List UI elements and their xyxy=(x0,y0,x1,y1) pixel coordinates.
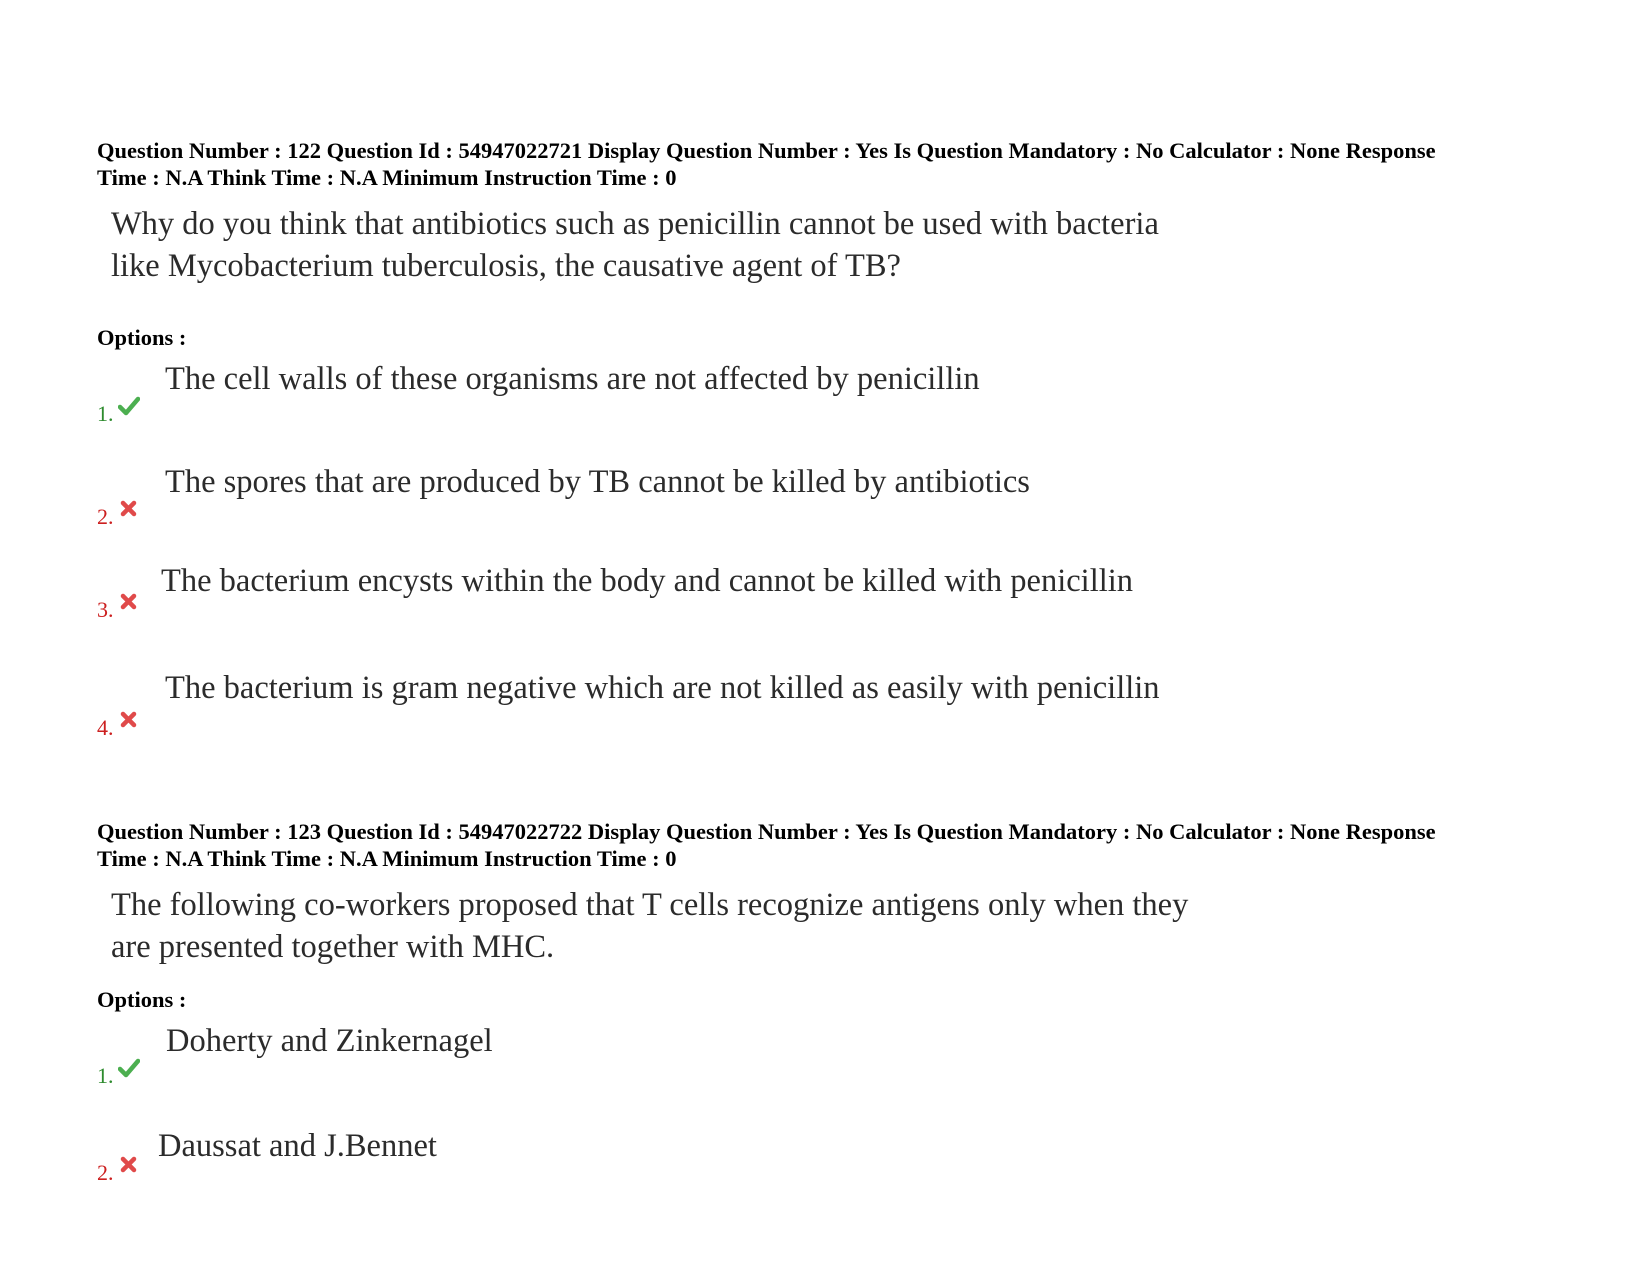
question-meta xyxy=(97,137,1577,191)
options-label: Options : xyxy=(97,987,187,1012)
question-meta-line-1: Question Number : 122 Question Id : 54947022721 Display Question Number : Yes Is Question Mandatory : No Calculator : None Response xyxy=(97,138,1436,163)
cross-icon xyxy=(118,1155,140,1175)
check-icon xyxy=(118,396,140,416)
options-label: Options : xyxy=(97,325,187,350)
option-text-3: The bacterium encysts within the body and cannot be killed with penicillin xyxy=(161,563,1134,599)
option-marker-3 xyxy=(97,598,140,622)
option-marker-1 xyxy=(97,402,140,426)
option-marker-1 xyxy=(97,1064,140,1088)
option-number: 2. xyxy=(97,504,114,529)
question-meta-line-2: Time : N.A Think Time : N.A Minimum Instruction Time : 0 xyxy=(97,165,677,190)
option-number: 2. xyxy=(97,1160,114,1185)
check-icon xyxy=(118,1058,140,1078)
option-text-1: Doherty and Zinkernagel xyxy=(166,1023,493,1059)
question-stem-line-1: The following co-workers proposed that T cells recognize antigens only when they xyxy=(111,887,1189,923)
cross-icon xyxy=(118,499,140,519)
question-stem-line-2: are presented together with MHC. xyxy=(111,929,555,965)
question-meta-line-2: Time : N.A Think Time : N.A Minimum Instruction Time : 0 xyxy=(97,846,677,871)
option-marker-2 xyxy=(97,1161,140,1185)
question-meta xyxy=(97,818,1577,872)
question-stem-line-1: Why do you think that antibiotics such as penicillin cannot be used with bacteria xyxy=(111,206,1159,242)
option-text-2: Daussat and J.Bennet xyxy=(158,1128,437,1164)
cross-icon xyxy=(118,592,140,612)
option-text-1: The cell walls of these organisms are not affected by penicillin xyxy=(165,361,980,397)
option-text-2: The spores that are produced by TB cannot be killed by antibiotics xyxy=(165,464,1030,500)
option-number: 4. xyxy=(97,715,114,740)
question-meta-line-1: Question Number : 123 Question Id : 54947022722 Display Question Number : Yes Is Question Mandatory : No Calculator : None Response xyxy=(97,819,1436,844)
option-number: 1. xyxy=(97,1063,114,1088)
question-stem-line-2: like Mycobacterium tuberculosis, the causative agent of TB? xyxy=(111,248,901,284)
question-stem xyxy=(111,884,1188,968)
option-marker-2 xyxy=(97,505,140,529)
option-number: 3. xyxy=(97,597,114,622)
cross-icon xyxy=(118,710,140,730)
question-stem xyxy=(111,203,1159,287)
option-text-4: The bacterium is gram negative which are not killed as easily with penicillin xyxy=(165,670,1160,706)
option-marker-4 xyxy=(97,716,140,740)
option-number: 1. xyxy=(97,401,114,426)
